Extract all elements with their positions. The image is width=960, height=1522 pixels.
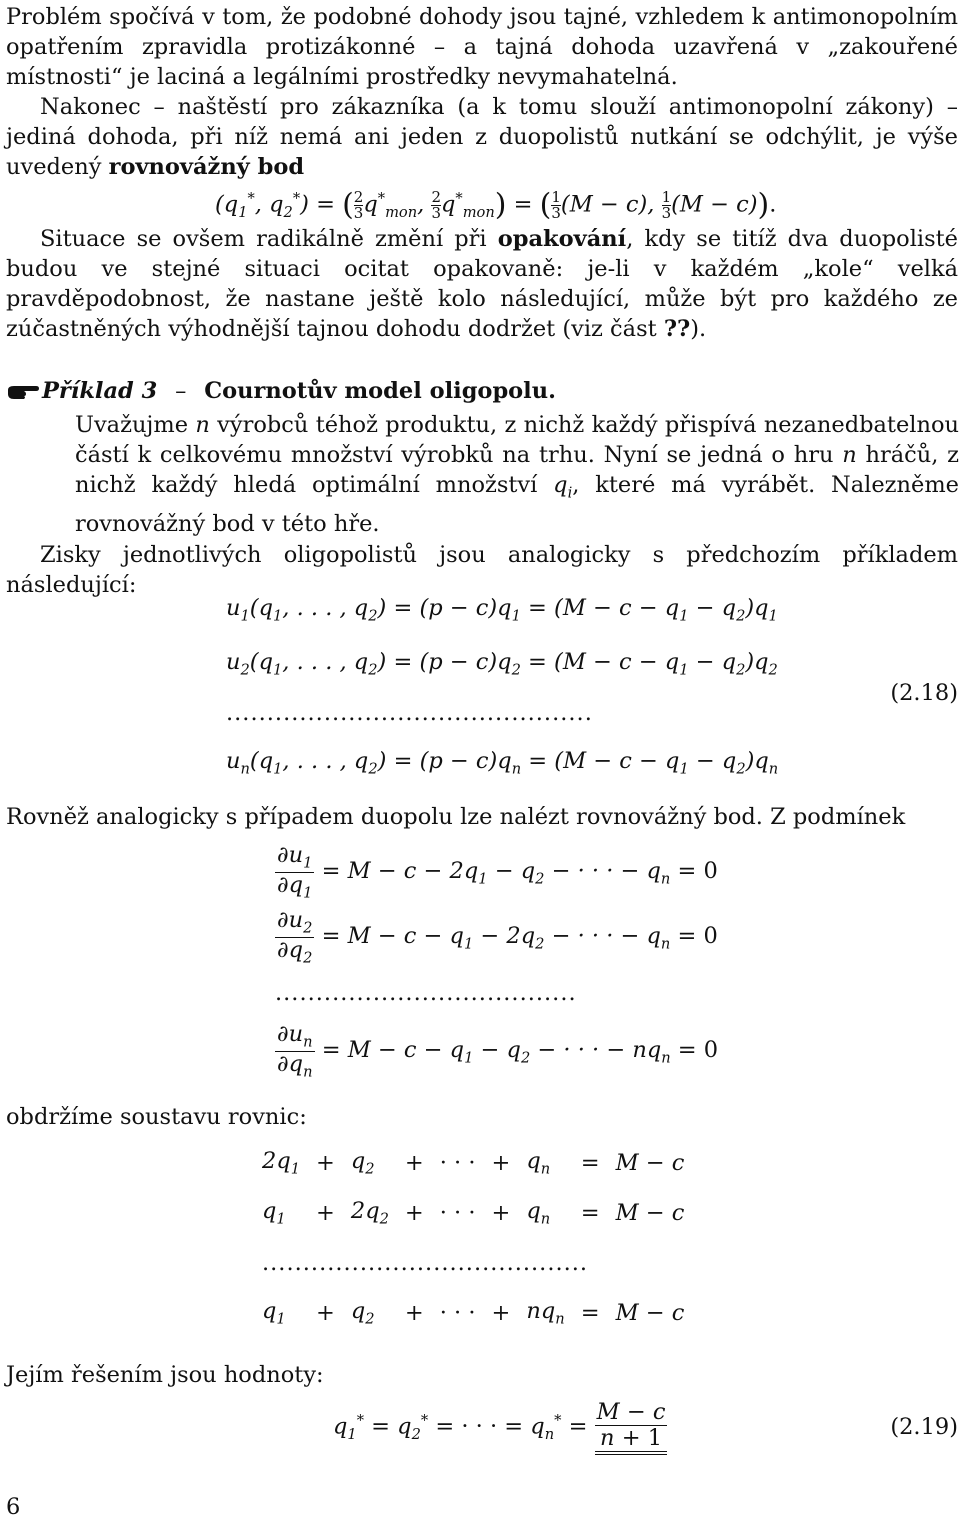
equation-number-219: (2.19)	[890, 1414, 958, 1440]
paragraph-solution: Jejím řešením jsou hodnoty:	[6, 1362, 324, 1388]
paragraph-profits: Zisky jednotlivých oligopolistů jsou analogicky s předchozím příkladem následující:	[6, 542, 958, 598]
term-equilibrium: rovnovážný bod	[108, 154, 305, 180]
pointing-hand-icon	[6, 378, 42, 404]
condition-n: $\frac{\partial u_n}{\partial q_n}$ = $M - c - q_1 - q_2$ − · · · − $nq_n = 0$	[277, 1021, 719, 1081]
condition-2: $\frac{\partial u_2}{\partial q_2}$ = $M - c - q_1 - 2q_2$ − · · · − $q_n = 0$	[277, 907, 718, 967]
example-heading: Příklad 3 – Cournotův model oligopolu.	[6, 378, 556, 404]
ellipsis-row: .....................................	[275, 980, 577, 1006]
linear-system: $2q_1$ + $q_2$ + · · · + $q_n$ = M − c $q_1$ + $2q_2$ + · · · + $q_n$ = M − c ........................................ $q_1$ + $q_2$ + · · · + $nq_n$ = M − c	[262, 1148, 685, 1328]
profit-equation-2: $u_2(q_1$, . . . , $q_2) = (p - c)q_2 = (M - c - q_1 - q_2)q_2$	[226, 649, 778, 679]
paragraph-repetition: Situace se ovšem radikálně změní při opakování, kdy se titíž dva duopolisté budou ve stejné situaci ocitat opakovaně: je-li v každém „kole“ velká pravděpodobnost, že nastane ještě kolo následující, může být pro každého ze zúčastněných výhodnější tajnou dohodu dodržet (viz část ??).	[6, 226, 958, 342]
example-label: Příklad 3	[42, 378, 158, 404]
solution-formula: $q_1^* = q_2^*$ = · · · = $q_n^*$ = $\frac{M - c}{n + 1}$	[333, 1400, 667, 1455]
condition-1: $\frac{\partial u_1}{\partial q_1}$ = $M - c - 2q_1 - q_2$ − · · · − $q_n = 0$	[277, 842, 718, 902]
page-number: 6	[6, 1494, 21, 1520]
paragraph-conditions: Rovněž analogicky s případem duopolu lze nalézt rovnovážný bod. Z podmínek	[6, 804, 906, 830]
crossref: ??	[663, 316, 691, 342]
paragraph-intro: Problém spočívá v tom, že podobné dohody jsou tajné, vzhledem k antimonopolním opatřením zpravidla protizákonné – a tajná dohoda uzavřená v „zakouřené místnosti“ je laciná a legálními prostředky nevymahatelná.	[6, 4, 958, 90]
equation-number-218: (2.18)	[890, 680, 958, 706]
example-body: Uvažujme n výrobců téhož produktu, z nichž každý přispívá nezanedbatelnou částí k celkovému množství výrobků na trhu. Nyní se jedná o hru n hráčů, z nichž každý hledá optimální množství $q_i$, které má vyrábět. Nalezněme rovnovážný bod v této hře.	[75, 412, 959, 537]
profit-equation-1: $u_1(q_1$, . . . , $q_2) = (p - c)q_1 = (M - c - q_1 - q_2)q_1$	[226, 595, 778, 625]
example-title: Cournotův model oligopolu.	[204, 378, 556, 404]
paragraph-conclusion: Nakonec – naštěstí pro zákazníka (a k tomu slouží antimonopolní zákony) – jediná dohoda, při níž nemá ani jeden z duopolistů nutkání se odchýlit, je výše uvedený rovnovážný bod	[6, 94, 958, 180]
equilibrium-formula: ($q_1^*$, $q_2^*$) = ( $\frac{2}{3}q^*_{mon}$, $\frac{2}{3}q^*_{mon}$) = ( $\frac{1}{3}(M - c)$, $\frac{1}{3}(M - c)$).	[215, 187, 777, 223]
paragraph-system: obdržíme soustavu rovnic:	[6, 1104, 307, 1130]
term-repetition: opakování	[497, 226, 627, 252]
ellipsis-row: .............................................	[226, 700, 593, 726]
profit-equation-n: $u_n(q_1$, . . . , $q_2) = (p - c)q_n = (M - c - q_1 - q_2)q_n$	[226, 748, 779, 778]
